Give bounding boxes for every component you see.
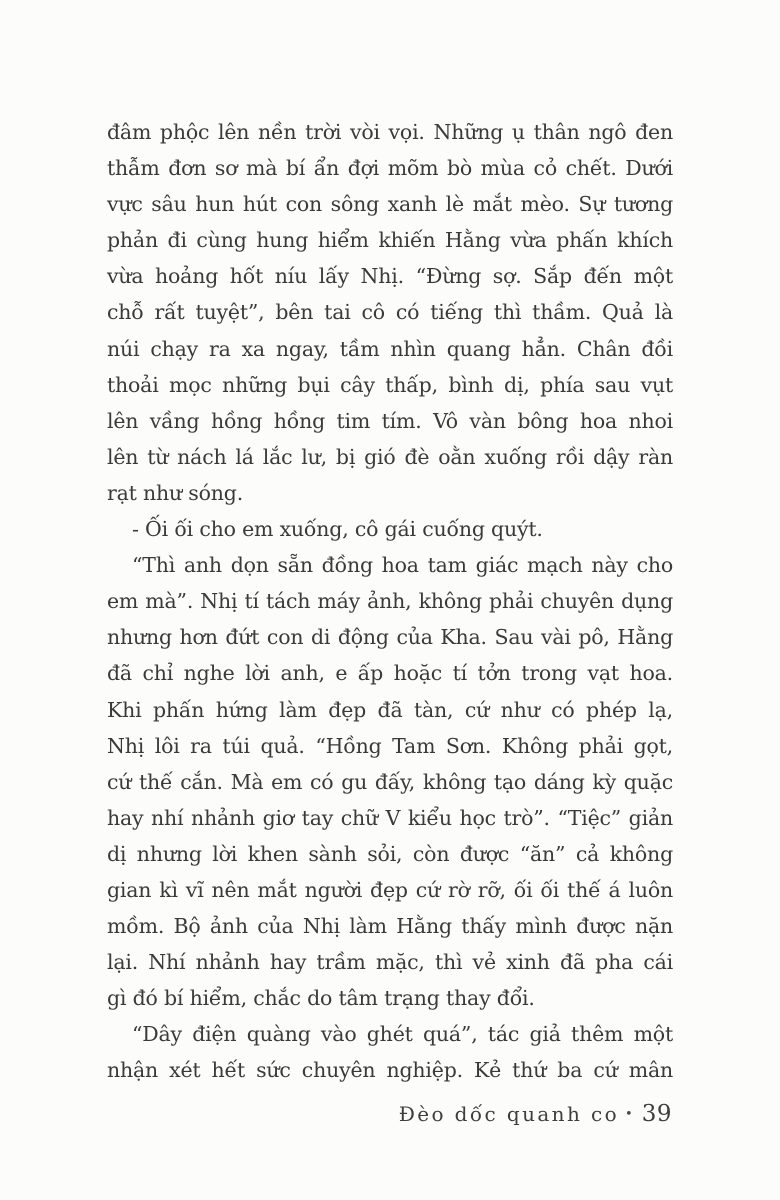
text-line: đâm phộc lên nền trời vòi vọi. Những ụ thân ngô đen: [107, 120, 673, 144]
page-number: 39: [641, 1101, 672, 1127]
text-line: đã chỉ nghe lời anh, e ấp hoặc tí tởn trong vạt hoa.: [107, 661, 673, 686]
text-line: em mà”. Nhị tí tách máy ảnh, không phải chuyên dụng: [107, 589, 673, 614]
text-line-paragraph-start: “Thì anh dọn sẵn đồng hoa tam giác mạch này cho: [132, 553, 673, 578]
page-body: [107, 114, 673, 1089]
text-line: nhưng hơn đứt con di động của Kha. Sau vài pô, Hằng: [107, 625, 673, 650]
text-line-paragraph-end: rạt như sóng.: [107, 480, 244, 505]
text-line: Khi phấn hứng làm đẹp đã tàn, cứ như có phép lạ,: [107, 697, 673, 722]
running-chapter-title: Đèo dốc quanh co: [398, 1102, 620, 1126]
page-footer: [107, 1101, 672, 1127]
text-line: núi chạy ra xa ngay, tầm nhìn quang hẳn. Chân đồi: [107, 336, 673, 361]
text-line-paragraph-start: “Dây điện quàng vào ghét quá”, tác giả thêm một: [132, 1022, 673, 1047]
text-line: hay nhí nhảnh giơ tay chữ V kiểu học trò”. “Tiệc” giản: [107, 805, 673, 830]
text-line-paragraph-end: gì đó bí hiểm, chắc do tâm trạng thay đổi.: [107, 986, 535, 1011]
text-line: lên từ nách lá lắc lư, bị gió đè oằn xuống rồi dậy ràn: [107, 444, 673, 469]
text-line: dị nhưng lời khen sành sỏi, còn được “ăn” cả không: [107, 841, 673, 866]
text-line: nhận xét hết sức chuyên nghiệp. Kẻ thứ ba cứ mân: [107, 1058, 673, 1083]
text-line-dialogue: - Ối ối cho em xuống, cô gái cuống quýt.: [132, 517, 543, 542]
text-line: Nhị lôi ra túi quả. “Hồng Tam Sơn. Không phải gọt,: [107, 733, 673, 758]
text-line: cứ thế cắn. Mà em có gu đấy, không tạo dáng kỳ quặc: [107, 769, 673, 794]
text-line: lại. Nhí nhảnh hay trầm mặc, thì vẻ xinh đã pha cái: [107, 950, 673, 975]
separator-dot: •: [625, 1107, 633, 1122]
text-line: mồm. Bộ ảnh của Nhị làm Hằng thấy mình được nặn: [107, 914, 673, 939]
text-line: vừa hoảng hốt níu lấy Nhị. “Đừng sợ. Sắp đến một: [107, 264, 673, 289]
text-line: gian kì vĩ nên mắt người đẹp cứ rờ rỡ, ối ối thế á luôn: [107, 877, 673, 902]
text-line: thoải mọc những bụi cây thấp, bình dị, phía sau vụt: [107, 372, 673, 397]
text-line: vực sâu hun hút con sông xanh lè mắt mèo. Sự tương: [107, 192, 673, 217]
text-line: lên vầng hồng hồng tim tím. Vô vàn bông hoa nhoi: [107, 408, 673, 433]
text-line: thẫm đơn sơ mà bí ẩn đợi mõm bò mùa cỏ chết. Dưới: [107, 156, 673, 181]
text-line: phản đi cùng hung hiểm khiến Hằng vừa phấn khích: [107, 228, 673, 253]
text-line: chỗ rất tuyệt”, bên tai cô có tiếng thì thầm. Quả là: [107, 300, 673, 325]
